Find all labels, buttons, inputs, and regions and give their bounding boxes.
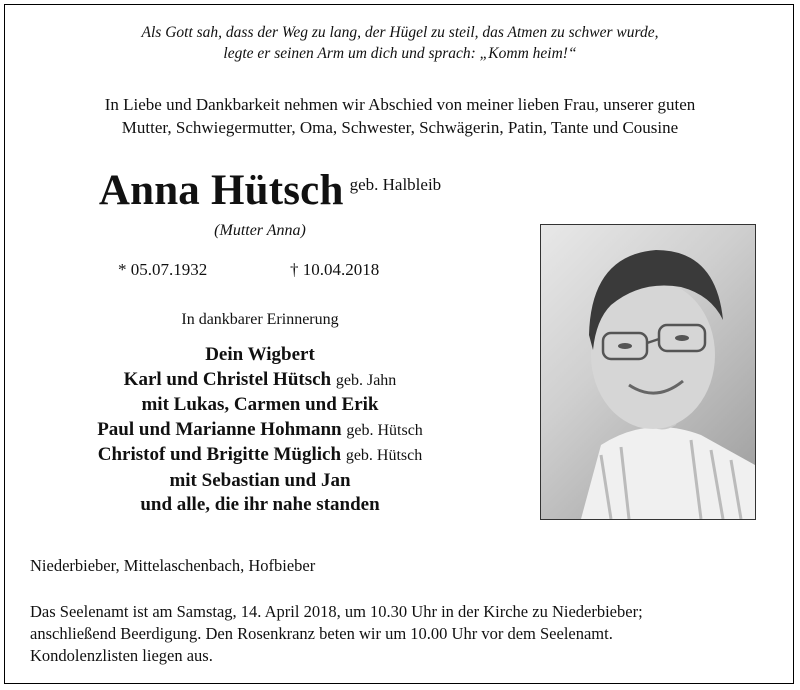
service-line-3: Kondolenzlisten liegen aus.: [30, 646, 213, 665]
intro-line-2: Mutter, Schwiegermutter, Oma, Schwester, Schwägerin, Patin, Tante und Cousine: [121, 118, 679, 137]
death-date: † 10.04.2018: [290, 260, 380, 279]
service-line-2: anschließend Beerdigung. Den Rosenkranz beten wir um 10.00 Uhr vor dem Seelenamt.: [30, 624, 613, 643]
service-details: [30, 601, 772, 667]
poem: [0, 22, 800, 64]
poem-line-2: legte er seinen Arm um dich und sprach: „Komm heim!“: [223, 45, 577, 62]
deceased-name-row: [60, 166, 480, 215]
mourner-line: Christof und Brigitte Müglich geb. Hütsch: [97, 444, 423, 465]
portrait-illustration: [541, 225, 755, 519]
mourner-line: und alle, die ihr nahe standen: [140, 494, 380, 515]
nickname: (Mutter Anna): [214, 222, 306, 239]
birth-date: * 05.07.1932: [118, 260, 208, 279]
intro-line-1: In Liebe und Dankbarkeit nehmen wir Abschied von meiner lieben Frau, unserer guten: [104, 95, 696, 114]
mourner-line: Karl und Christel Hütsch geb. Jahn: [123, 368, 397, 390]
places: Niederbieber, Mittelaschenbach, Hofbieber: [30, 556, 316, 575]
mourners-list: [40, 343, 480, 518]
mourner-line: Dein Wigbert: [205, 344, 315, 365]
portrait-photo: [540, 224, 756, 520]
remembrance-heading: In dankbarer Erinnerung: [181, 311, 339, 328]
mourner-line: mit Lukas, Carmen und Erik: [141, 394, 379, 415]
deceased-name: Anna Hütsch: [98, 167, 344, 214]
birth-name: geb. Halbleib: [349, 175, 442, 194]
poem-line-1: Als Gott sah, dass der Weg zu lang, der Hügel zu steil, das Atmen zu schwer wurde,: [141, 24, 659, 41]
mourner-line: mit Sebastian und Jan: [169, 469, 351, 491]
mourner-line: Paul und Marianne Hohmann geb. Hütsch: [97, 418, 423, 440]
service-line-1: Das Seelenamt ist am Samstag, 14. April 2018, um 10.30 Uhr in der Kirche zu Niederbieber;: [30, 602, 643, 621]
intro-text: [0, 93, 800, 139]
